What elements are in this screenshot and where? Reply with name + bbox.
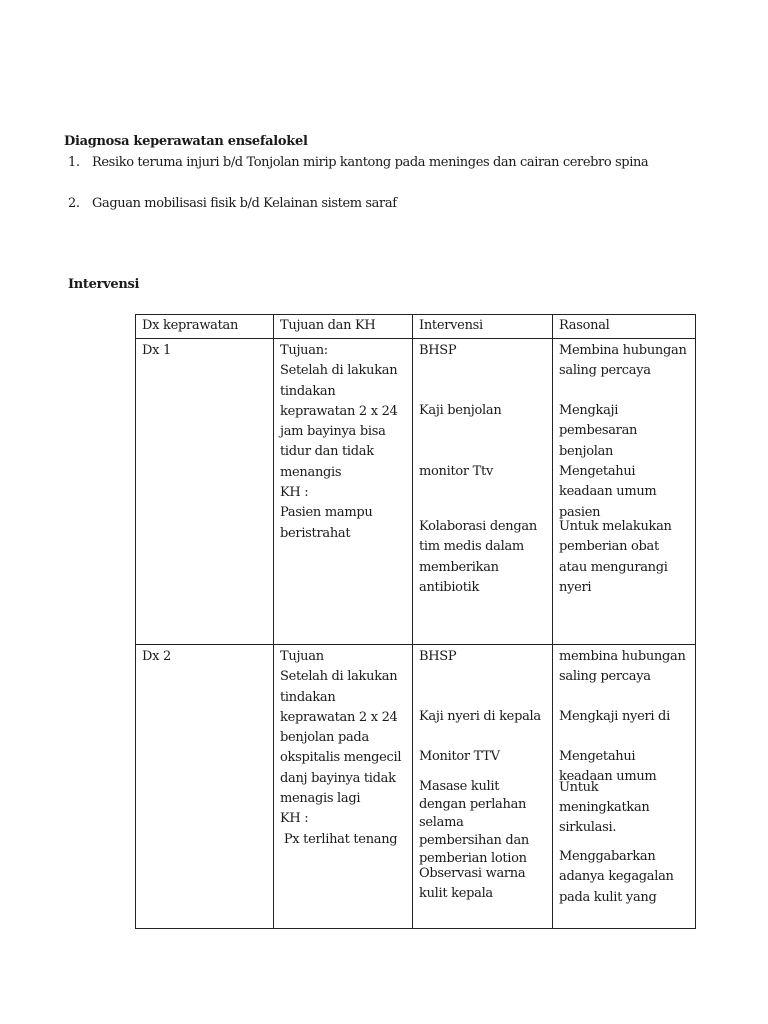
rasional-item: membina hubungan saling percaya [559,649,686,685]
rasional-item: Mengetahui keadaan umum [559,749,657,784]
intervensi-cell [413,339,553,645]
header-tujuan: Tujuan dan KH [274,315,413,339]
intervensi-item: monitor Ttv [419,464,494,479]
intervention-title: Intervensi [68,277,140,292]
intervensi-item: Kolaborasi dengan tim medis dalam memberikan antibiotik [419,519,537,595]
kh-label: KH : [280,811,309,827]
intervensi-item: Kaji benjolan [419,403,502,418]
rasional-item: Menggabarkan adanya kegagalan pada kulit yang [559,849,674,905]
rasional-cell [553,645,696,929]
rasional-item: Mengkaji nyeri di [559,709,670,724]
intervensi-item: BHSP [419,343,457,358]
diagnosis-title: Diagnosa keperawatan ensefalokel [64,134,308,149]
kh-text: Pasien mampu beristrahat [280,505,373,541]
dx-cell: Dx 1 [136,339,274,645]
intervensi-item: Monitor TTV [419,749,500,764]
tujuan-cell [274,339,413,645]
rasional-cell [553,339,696,645]
intervention-table [135,314,696,929]
kh-text: Px terlihat tenang [280,831,398,847]
table-header-row [136,315,696,339]
diagnosis-item-text: Resiko teruma injuri b/d Tonjolan mirip kantong pada meninges dan cairan cerebro spina [92,155,649,170]
diagnosis-item-number: 1. [68,155,80,170]
rasional-item: Mengetahui keadaan umum pasien [559,464,657,520]
kh-label: KH : [280,485,309,501]
header-intervensi: Intervensi [413,315,553,339]
rasional-item: Membina hubungan saling percaya [559,343,687,379]
tujuan-label: Tujuan: [280,343,328,358]
intervensi-item: Masase kulit dengan perlahan selama pembersihan dan pemberian lotion [419,779,529,866]
intervensi-cell [413,645,553,929]
table-row [136,339,696,645]
diagnosis-item-2 [68,196,397,211]
intervensi-item: BHSP [419,649,457,664]
tujuan-text: Setelah di lakukan tindakan keprawatan 2 x 24 jam bayinya bisa tidur dan tidak menangis [280,363,398,480]
diagnosis-item-number: 2. [68,196,80,211]
rasional-item: Untuk melakukan pemberian obat atau mengurangi nyeri [559,519,672,595]
tujuan-cell [274,645,413,929]
rasional-clip [559,647,689,926]
tujuan-text: Setelah di lakukan tindakan keprawatan 2 x 24 benjolan pada okspitalis mengecil danj bayinya tidak menagis lagi [280,669,402,807]
dx-cell: Dx 2 [136,645,274,929]
intervensi-item: Kaji nyeri di kepala [419,709,541,724]
header-rasional: Rasonal [553,315,696,339]
diagnosis-item-1 [68,155,648,170]
intervensi-item: Observasi warna kulit kepala [419,866,526,902]
tujuan-label: Tujuan [280,649,324,664]
header-dx: Dx keprawatan [136,315,274,339]
rasional-item: Untuk meningkatkan sirkulasi. [559,780,650,835]
rasional-item: Mengkaji pembesaran benjolan [559,403,638,459]
diagnosis-item-text: Gaguan mobilisasi fisik b/d Kelainan sistem saraf [92,196,397,211]
table-row [136,645,696,929]
